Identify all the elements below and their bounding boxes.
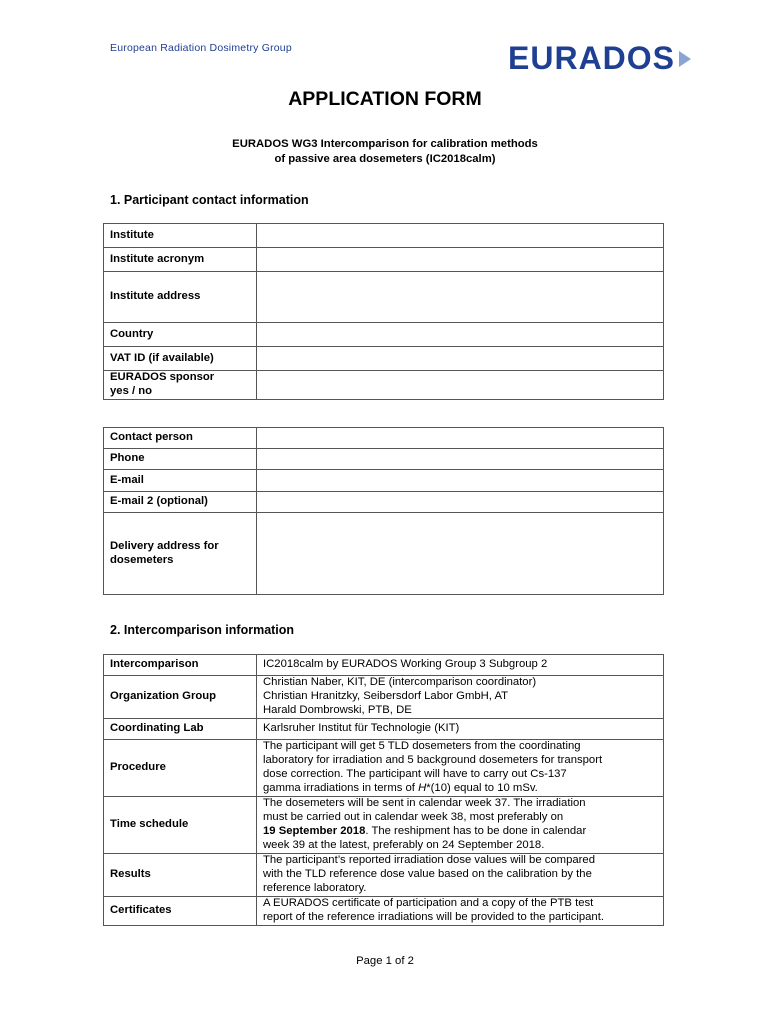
eurados-logo [508,38,691,78]
vat-id-input[interactable] [257,347,664,371]
value-line [263,825,657,839]
row-value [257,854,664,897]
row-label: Results [104,854,257,897]
row-value [257,676,664,719]
table-row [104,323,664,347]
table-row [104,655,664,676]
email-input[interactable] [257,470,664,492]
value-line: Christian Hranitzky, Seibersdorf Labor GmbH, AT [263,690,509,703]
row-label: Coordinating Lab [104,719,257,740]
value-text: *(10) equal to 10 mSv. [426,781,538,794]
value-line: with the TLD reference dose value based on the calibration by the [263,868,592,881]
field-label: Contact person [104,428,257,449]
value-italic: H [418,781,427,794]
page-subtitle [0,137,770,167]
value-line: Harald Dombrowski, PTB, DE [263,703,412,716]
table-row [104,248,664,272]
value-line: The participant’s reported irradiation dose values will be compared [263,854,595,867]
intercomparison-table [103,654,664,926]
page-number: Page 1 of 2 [356,955,414,967]
value-line: report of the reference irradiations will be provided to the participant. [263,911,604,923]
value-line: must be carried out in calendar week 38, most preferably on [263,811,564,824]
value-line: Christian Naber, KIT, DE (intercomparison coordinator) [263,676,537,689]
value-text: gamma irradiations in terms of [263,781,419,794]
value-line: A EURADOS certificate of participation and a copy of the PTB test [263,897,594,910]
participant-table [103,223,664,400]
subtitle-line-2: of passive area dosemeters (IC2018calm) [274,153,496,165]
field-label: Country [104,323,257,347]
email-2-input[interactable] [257,492,664,513]
contact-person-input[interactable] [257,428,664,449]
table-row [104,513,664,595]
row-value [257,897,664,926]
label-line: yes / no [110,385,153,397]
institute-acronym-input[interactable] [257,248,664,272]
field-label: E-mail [104,470,257,492]
field-label: Institute [104,224,257,248]
table-row [104,272,664,323]
country-input[interactable] [257,323,664,347]
table-row [104,371,664,400]
row-value [257,797,664,854]
table-row [104,470,664,492]
value-line: The participant will get 5 TLD dosemeters from the coordinating [263,740,581,753]
field-label [104,371,257,400]
table-row [104,347,664,371]
phone-input[interactable] [257,449,664,470]
table-row [104,854,664,897]
table-row [104,797,664,854]
row-label: Time schedule [104,797,257,854]
value-line: laboratory for irradiation and 5 background dosemeters for transport [263,754,603,767]
row-label: Certificates [104,897,257,926]
field-label: Phone [104,449,257,470]
value-line [263,782,657,796]
table-row [104,224,664,248]
row-value: IC2018calm by EURADOS Working Group 3 Subgroup 2 [257,655,664,676]
label-line: EURADOS sponsor [110,371,215,384]
table-row [104,897,664,926]
label-line: Delivery address for [110,539,219,552]
logo-arrow-icon [679,51,691,67]
field-label: Institute address [104,272,257,323]
section-2-heading: 2. Intercomparison information [110,623,295,637]
value-bold: 19 September 2018 [263,825,366,837]
table-row [104,428,664,449]
value-text: . The reshipment has to be done in calendar [365,825,587,837]
contact-table [103,427,664,595]
row-label: Intercomparison [104,655,257,676]
field-label [104,513,257,595]
row-value [257,740,664,797]
institute-input[interactable] [257,224,664,248]
table-row [104,449,664,470]
page-title: APPLICATION FORM [288,88,482,110]
subtitle-line-1: EURADOS WG3 Intercomparison for calibration methods [232,138,538,150]
eurados-sponsor-input[interactable] [257,371,664,400]
row-label: Procedure [104,740,257,797]
table-row [104,676,664,719]
delivery-address-input[interactable] [257,513,664,595]
field-label: E-mail 2 (optional) [104,492,257,513]
table-row [104,719,664,740]
row-label: Organization Group [104,676,257,719]
value-line: reference laboratory. [263,881,367,894]
table-row [104,492,664,513]
org-name: European Radiation Dosimetry Group [110,42,292,54]
field-label: VAT ID (if available) [104,347,257,371]
value-line: The dosemeters will be sent in calendar week 37. The irradiation [263,797,586,810]
row-value: Karlsruher Institut für Technologie (KIT) [257,719,664,740]
label-line: dosemeters [110,553,174,566]
table-row [104,740,664,797]
value-line: week 39 at the latest, preferably on 24 September 2018. [263,838,545,851]
field-label: Institute acronym [104,248,257,272]
institute-address-input[interactable] [257,272,664,323]
value-line: dose correction. The participant will have to carry out Cs-137 [263,768,567,780]
logo-text: EURADOS [508,40,676,76]
section-1-heading: 1. Participant contact information [110,193,309,207]
